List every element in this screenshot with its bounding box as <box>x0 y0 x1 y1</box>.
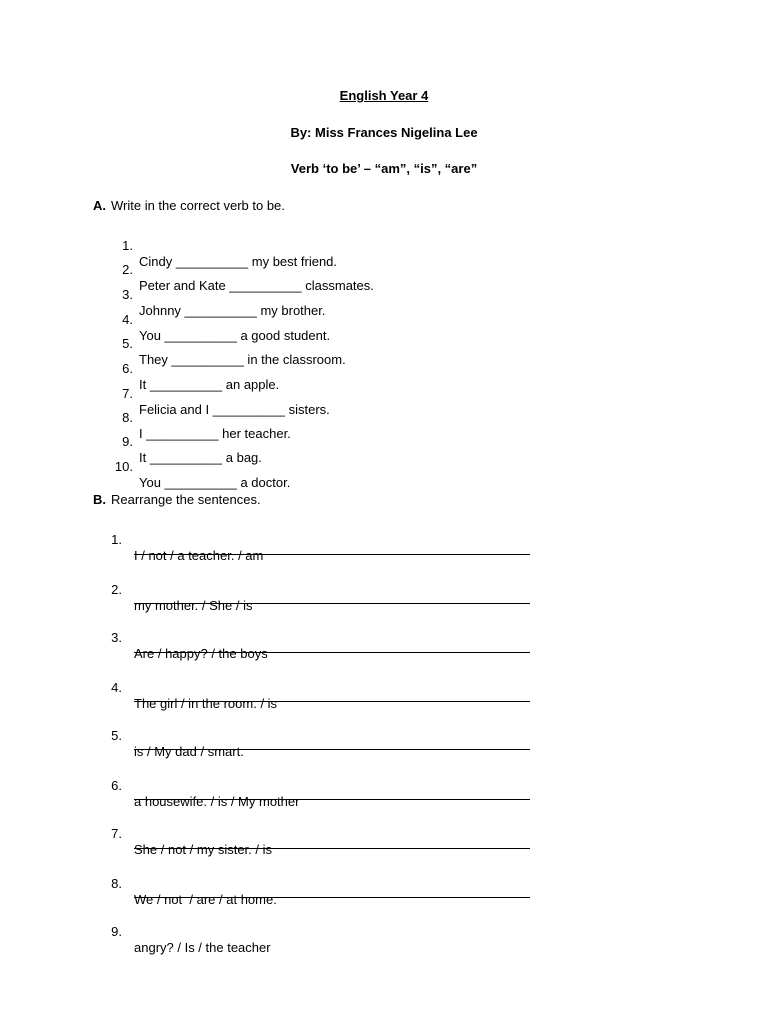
answer-line[interactable] <box>134 897 530 898</box>
item-number: 5. <box>122 336 133 351</box>
section-b-letter: B. <box>93 492 106 507</box>
item-number: 2. <box>111 582 122 597</box>
item-text: You __________ a good student. <box>139 328 331 343</box>
worksheet-title: English Year 4 <box>339 88 429 103</box>
item-number: 1. <box>122 238 133 253</box>
item-number: 9. <box>111 924 122 939</box>
item-text: a housewife. / is / My mother <box>134 794 300 809</box>
item-number: 8. <box>122 410 133 425</box>
worksheet-topic: Verb ‘to be’ – “am”, “is”, “are” <box>290 161 478 176</box>
section-a-heading <box>93 198 285 214</box>
answer-line[interactable] <box>134 554 530 555</box>
item-text: It __________ an apple. <box>139 377 280 392</box>
item-text: The girl / in the room. / is <box>134 696 278 711</box>
item-text: Cindy __________ my best friend. <box>139 254 338 269</box>
section-a-instruction: Write in the correct verb to be. <box>111 198 285 213</box>
item-text: I __________ her teacher. <box>139 426 291 441</box>
item-text: It __________ a bag. <box>139 450 262 465</box>
list-item <box>100 908 271 972</box>
item-text: angry? / Is / the teacher <box>134 940 271 955</box>
item-text: Are / happy? / the boys <box>134 646 268 661</box>
item-text: We / not / are / at home. <box>134 892 277 907</box>
item-text: They __________ in the classroom. <box>139 352 346 367</box>
item-text: You __________ a doctor. <box>139 475 291 490</box>
section-b-instruction: Rearrange the sentences. <box>111 492 261 507</box>
section-b-heading <box>93 492 261 508</box>
item-number: 3. <box>122 287 133 302</box>
item-text: Johnny __________ my brother. <box>139 303 326 318</box>
item-number: 10. <box>114 459 133 474</box>
item-text: is / My dad / smart. <box>134 744 244 759</box>
answer-line[interactable] <box>134 603 530 604</box>
item-number: 1. <box>111 532 122 547</box>
item-number: 6. <box>111 778 122 793</box>
item-text: Peter and Kate __________ classmates. <box>139 278 374 293</box>
item-text: Felicia and I __________ sisters. <box>139 402 330 417</box>
item-number: 4. <box>122 312 133 327</box>
answer-line[interactable] <box>134 749 530 750</box>
item-number: 2. <box>122 262 133 277</box>
item-text: I / not / a teacher. / am <box>134 548 264 563</box>
item-number: 7. <box>122 386 133 401</box>
item-number: 7. <box>111 826 122 841</box>
worksheet-author: By: Miss Frances Nigelina Lee <box>290 125 478 140</box>
item-number: 6. <box>122 361 133 376</box>
item-text: She / not / my sister. / is <box>134 842 272 857</box>
item-number: 8. <box>111 876 122 891</box>
answer-line[interactable] <box>134 701 530 702</box>
answer-line[interactable] <box>134 652 530 653</box>
answer-line[interactable] <box>134 848 530 849</box>
item-number: 3. <box>111 630 122 645</box>
answer-line[interactable] <box>134 799 530 800</box>
item-number: 9. <box>122 434 133 449</box>
item-number: 4. <box>111 680 122 695</box>
item-number: 5. <box>111 728 122 743</box>
item-text: my mother. / She / is <box>134 598 253 613</box>
section-a-letter: A. <box>93 198 106 213</box>
